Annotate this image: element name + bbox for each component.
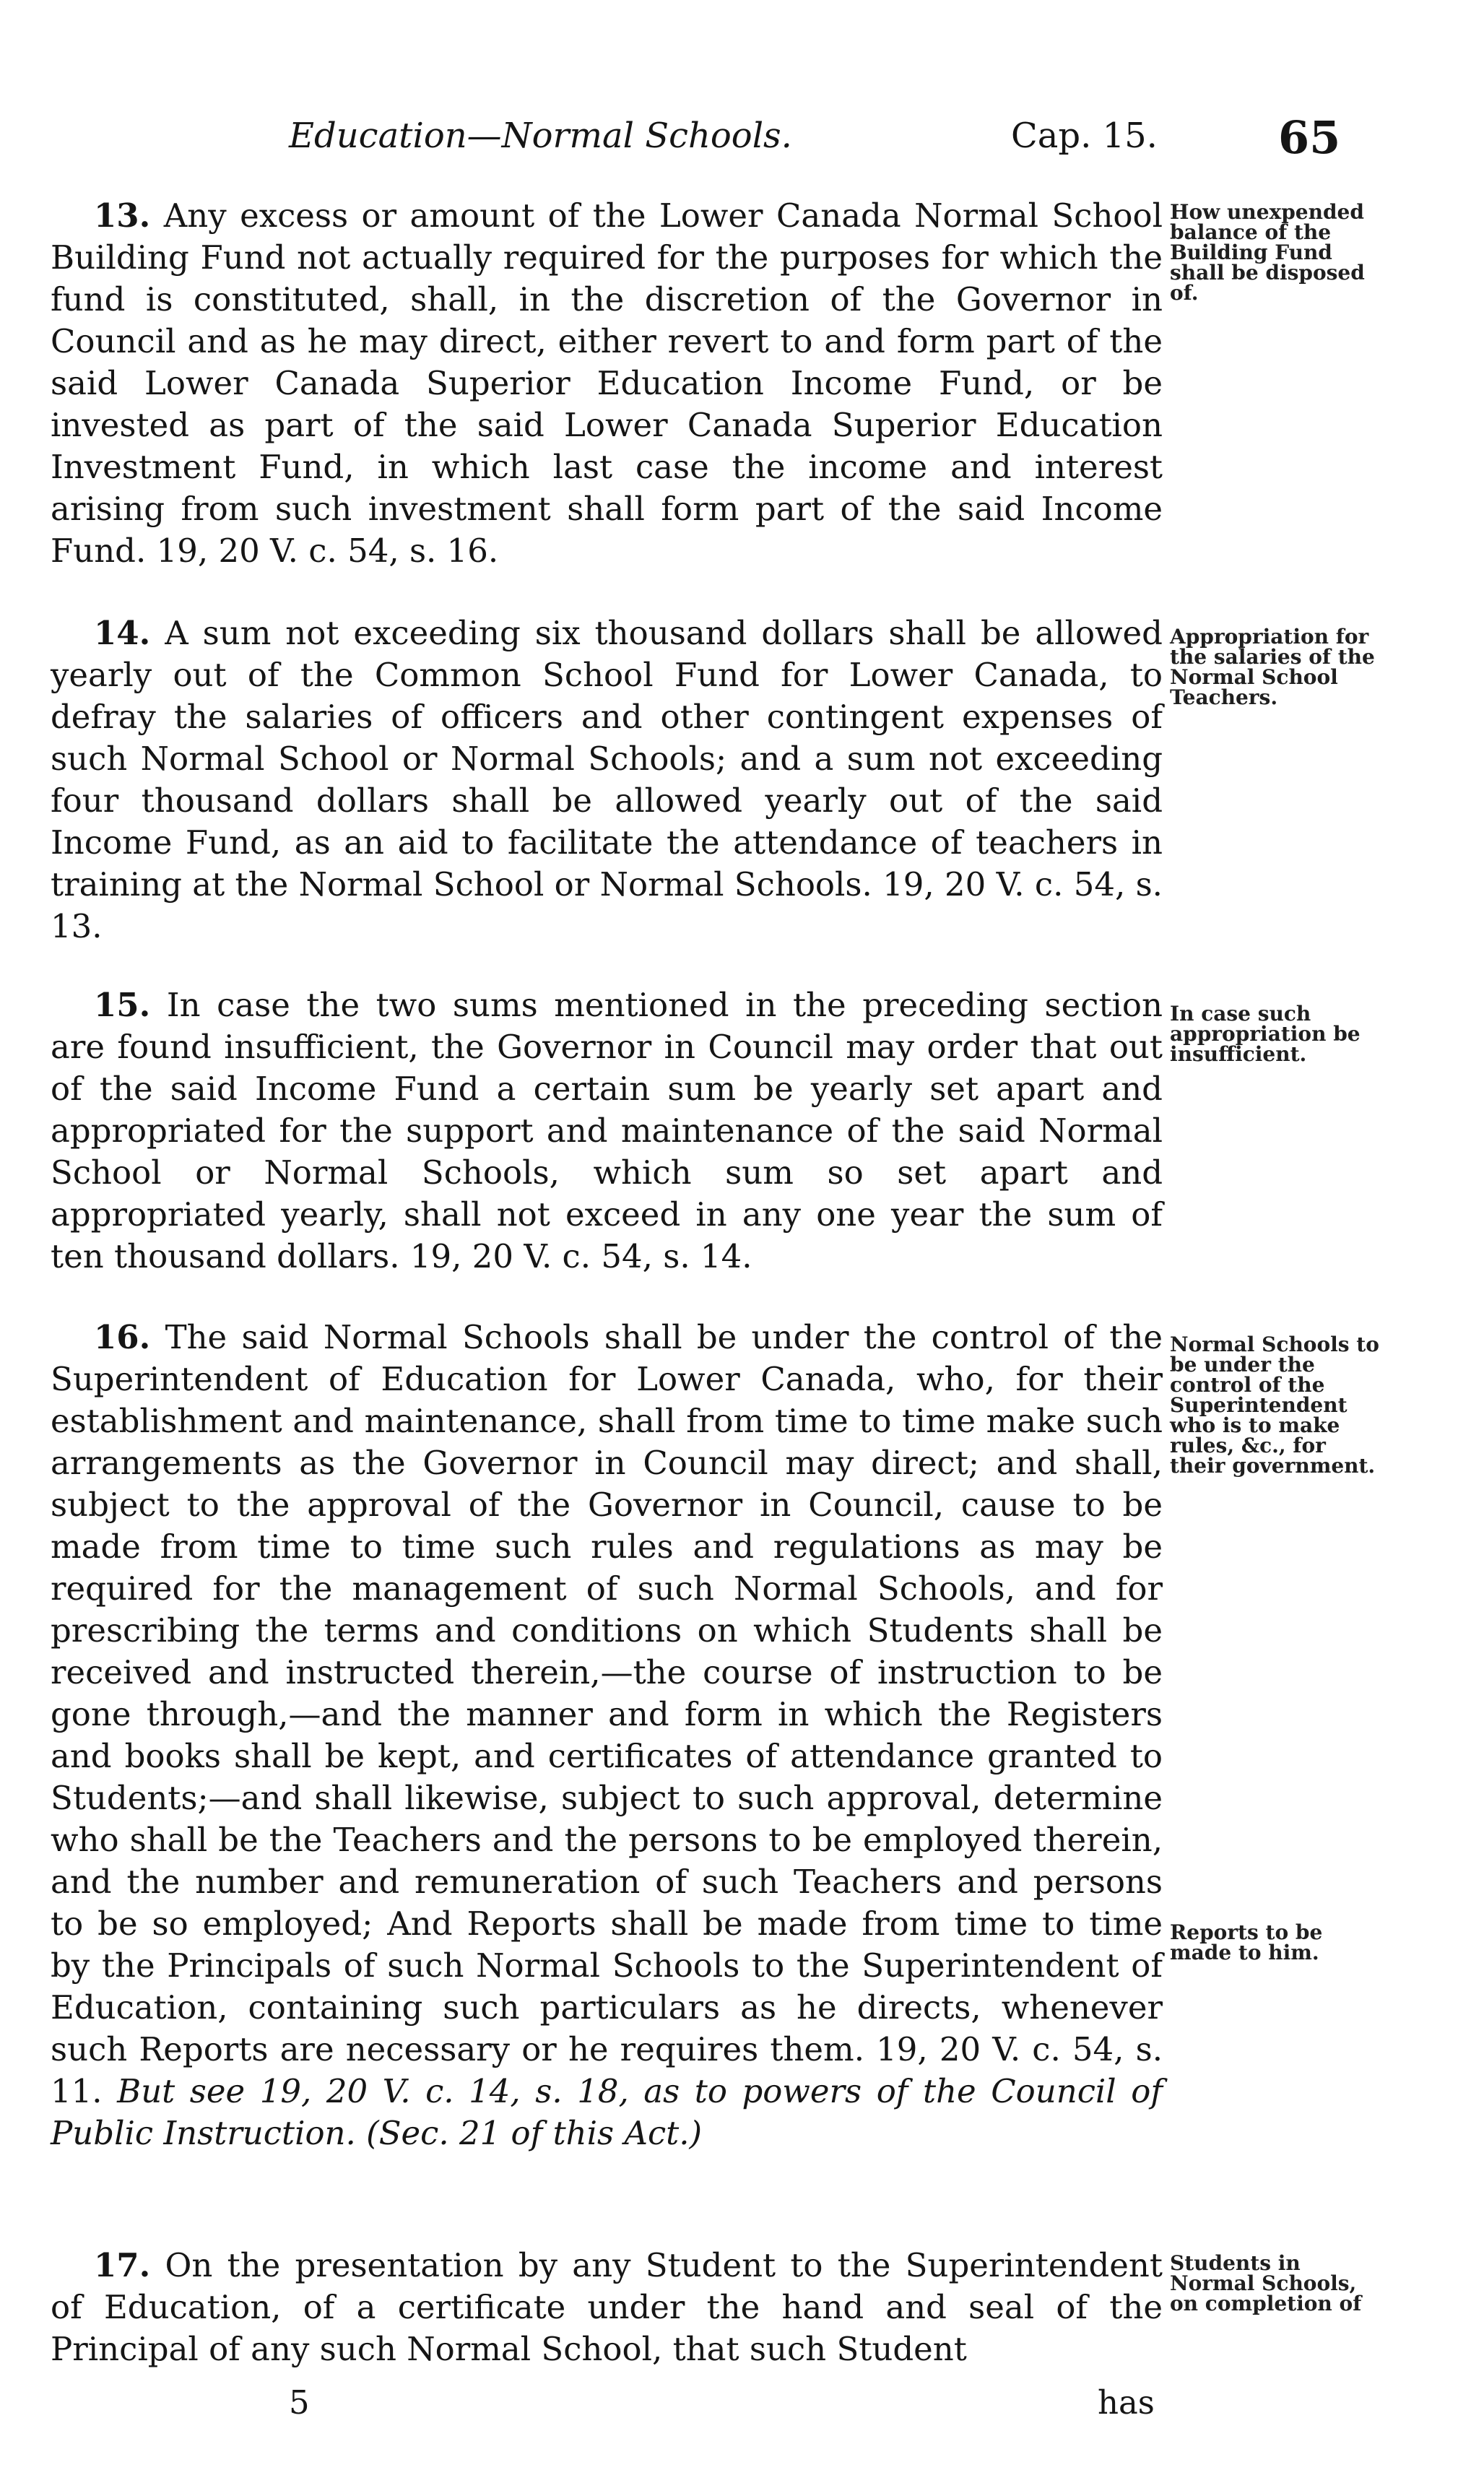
margin-note: How unexpended balance of the Building Fund shall be disposed of. [1170, 200, 1365, 305]
section-16 [51, 1317, 1163, 2154]
section-number: 15. [94, 986, 151, 1024]
section-14 [51, 612, 1163, 948]
section-paragraph [51, 195, 1163, 572]
signature-mark: 5 [289, 2383, 310, 2422]
section-paragraph [51, 1317, 1163, 2154]
section-number: 13. [94, 196, 151, 235]
section-paragraph [51, 612, 1163, 948]
chapter-label: Cap. 15. [1011, 116, 1158, 156]
page-number: 65 [1278, 111, 1341, 164]
catchword: has [1098, 2383, 1155, 2422]
section-italic-note: But see 19, 20 V. c. 14, s. 18, as to powers of the Council of Public Instruction. (Sec. 21 of this Act.) [51, 2072, 1163, 2152]
section-number: 16. [94, 1318, 151, 1356]
section-17 [51, 2245, 1163, 2370]
margin-note: In case such appropriation be insufficient. [1170, 1002, 1361, 1066]
section-text: On the presentation by any Student to the Superintendent of Education, of a certificate under the hand and seal of the Principal of any such Normal School, that such Student [51, 2246, 1163, 2368]
section-paragraph [51, 2245, 1163, 2370]
section-15 [51, 984, 1163, 1278]
section-number: 14. [94, 614, 151, 652]
page-header [0, 111, 1484, 173]
section-number: 17. [94, 2246, 151, 2284]
margin-note: Appropriation for the salaries of the Normal School Teachers. [1170, 625, 1375, 709]
section-text: The said Normal Schools shall be under the control of the Superintendent of Education for Lower Canada, who, for their establishment and maintenance, shall from time to time make such arrangements as the Governor in Council may direct; and shall, subject to the approval of the Governor in Council, cause to be made from time to time such rules and regulations as may be required for the management of such Normal Schools, and for prescribing the terms and conditions on which Students shall be received and instructed therein,—the course of instruction to be gone through,—and the manner and form in which the Registers and books shall be kept, and certificates of attendance granted to Students;—and shall likewise, subject to such approval, determine who shall be the Teachers and the persons to be employed therein, and the number and remuneration of such Teachers and persons to be so employed; And Reports shall be made from time to time by the Principals of such Normal Schools to the Superintendent of Education, containing such particulars as he directs, whenever such Reports are necessary or he requires them. 19, 20 V. c. 54, s. 11. [51, 1318, 1163, 2110]
section-13 [51, 195, 1163, 572]
section-text: A sum not exceeding six thousand dollars shall be allowed yearly out of the Common School Fund for Lower Canada, to defray the salaries of officers and other contingent expenses of such Normal School or Normal Schools; and a sum not exceeding four thousand dollars shall be allowed yearly out of the said Income Fund, as an aid to facilitate the attendance of teachers in training at the Normal School or Normal Schools. 19, 20 V. c. 54, s. 13. [51, 614, 1163, 945]
section-text: In case the two sums mentioned in the preceding section are found insufficient, the Governor in Council may order that out of the said Income Fund a certain sum be yearly set apart and appropriated for the support and maintenance of the said Normal School or Normal Schools, which sum so set apart and appropriated yearly, shall not exceed in any one year the sum of ten thousand dollars. 19, 20 V. c. 54, s. 14. [51, 986, 1163, 1275]
margin-note: Reports to be made to him. [1170, 1920, 1323, 1964]
section-text: Any excess or amount of the Lower Canada Normal School Building Fund not actually required for the purposes for which the fund is constituted, shall, in the discretion of the Governor in Council and as he may direct, either revert to and form part of the said Lower Canada Superior Education Income Fund, or be invested as part of the said Lower Canada Superior Education Investment Fund, in which last case the income and interest arising from such investment shall form part of the said Income Fund. 19, 20 V. c. 54, s. 16. [51, 196, 1163, 570]
running-title: Education—Normal Schools. [289, 116, 792, 156]
margin-note: Students in Normal Schools, on completion of [1170, 2251, 1362, 2315]
section-paragraph [51, 984, 1163, 1278]
margin-note: Normal Schools to be under the control of the Superintendent who is to make rules, &c., for their government. [1170, 1332, 1379, 1478]
